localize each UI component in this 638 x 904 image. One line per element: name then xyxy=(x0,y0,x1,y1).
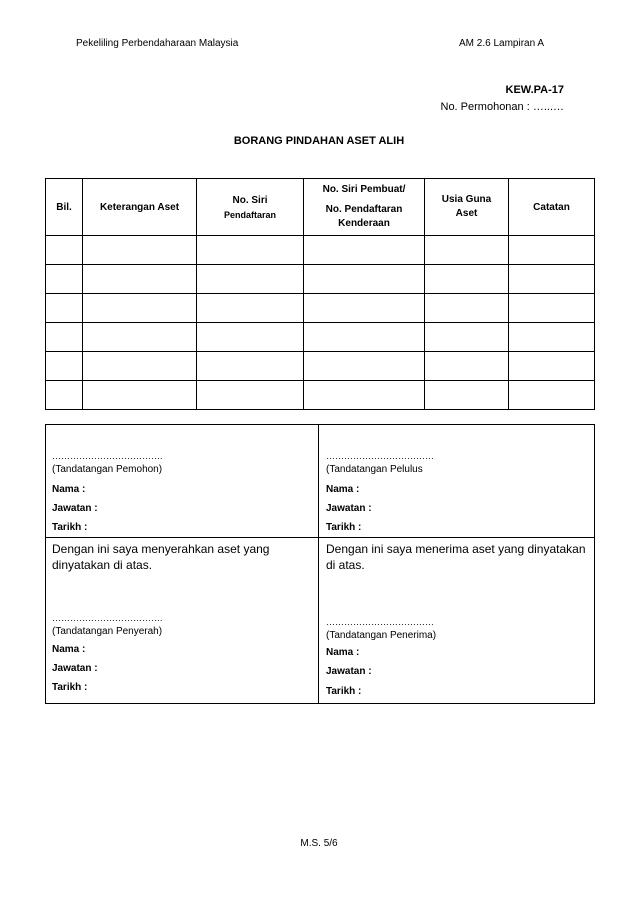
col-bil: Bil. xyxy=(46,179,83,236)
penyerah-signature-line[interactable]: ………………………………. xyxy=(52,613,163,623)
table-row xyxy=(46,236,595,265)
cell-keterangan[interactable] xyxy=(83,236,197,265)
cell-usia[interactable] xyxy=(425,323,509,352)
cell-usia[interactable] xyxy=(425,381,509,410)
penerima-role: (Tandatangan Penerima) xyxy=(326,630,437,641)
cell-bil[interactable] xyxy=(46,352,83,381)
cell-usia[interactable] xyxy=(425,265,509,294)
col-usia xyxy=(425,179,509,236)
pelulus-signature-line[interactable]: ……………………………… xyxy=(326,451,434,461)
penyerah-jawatan: Jawatan : xyxy=(52,663,98,674)
pelulus-jawatan: Jawatan : xyxy=(326,503,372,514)
penerima-block xyxy=(326,617,436,641)
cell-pembuat[interactable] xyxy=(304,381,425,410)
cell-catatan[interactable] xyxy=(509,323,595,352)
cell-no-siri[interactable] xyxy=(197,236,304,265)
col-usia-line2: Aset xyxy=(455,208,478,219)
col-no-siri-line2: Pendaftaran xyxy=(223,210,276,220)
cell-no-siri[interactable] xyxy=(197,294,304,323)
signature-box xyxy=(45,424,595,704)
cell-keterangan[interactable] xyxy=(83,294,197,323)
penyerah-tarikh: Tarikh : xyxy=(52,682,88,693)
table-header-row xyxy=(46,179,595,236)
table-row xyxy=(46,352,595,381)
penyerah-statement-line1: Dengan ini saya menyerahkan aset yang xyxy=(52,542,270,556)
penyerah-role: (Tandatangan Penyerah) xyxy=(52,626,163,637)
cell-keterangan[interactable] xyxy=(83,352,197,381)
cell-keterangan[interactable] xyxy=(83,323,197,352)
table-row xyxy=(46,294,595,323)
pemohon-tarikh: Tarikh : xyxy=(52,522,88,533)
cell-bil[interactable] xyxy=(46,381,83,410)
penyerah-block xyxy=(52,613,163,637)
penerima-nama: Nama : xyxy=(326,647,360,658)
cell-catatan[interactable] xyxy=(509,294,595,323)
penerima-statement xyxy=(326,541,588,573)
penyerah-statement xyxy=(52,541,269,573)
col-no-siri xyxy=(197,179,304,236)
pelulus-tarikh: Tarikh : xyxy=(326,522,362,533)
table-row xyxy=(46,323,595,352)
cell-keterangan[interactable] xyxy=(83,381,197,410)
signature-divider-vertical xyxy=(318,425,319,703)
cell-pembuat[interactable] xyxy=(304,323,425,352)
cell-catatan[interactable] xyxy=(509,236,595,265)
cell-pembuat[interactable] xyxy=(304,352,425,381)
cell-catatan[interactable] xyxy=(509,381,595,410)
col-catatan: Catatan xyxy=(509,179,595,236)
page-number: M.S. 5/6 xyxy=(300,838,338,849)
header-right: AM 2.6 Lampiran A xyxy=(459,38,545,49)
cell-pembuat[interactable] xyxy=(304,294,425,323)
col-pembuat-line3: Kenderaan xyxy=(338,218,390,229)
table-row xyxy=(46,265,595,294)
pemohon-signature-line[interactable]: ………………………………. xyxy=(52,451,163,461)
col-no-siri-line1: No. Siri xyxy=(232,195,268,206)
cell-catatan[interactable] xyxy=(509,352,595,381)
penerima-tarikh: Tarikh : xyxy=(326,686,362,697)
penerima-signature-line[interactable]: ……………………………… xyxy=(326,617,434,627)
col-pembuat-line2: No. Pendaftaran xyxy=(325,204,403,215)
penyerah-nama: Nama : xyxy=(52,644,86,655)
pemohon-nama: Nama : xyxy=(52,484,86,495)
form-title: BORANG PINDAHAN ASET ALIH xyxy=(233,135,405,147)
header-left: Pekeliling Perbendaharaan Malaysia xyxy=(76,38,239,49)
cell-usia[interactable] xyxy=(425,352,509,381)
penerima-statement-line2: di atas. xyxy=(326,558,365,572)
col-usia-line1: Usia Guna xyxy=(441,194,492,205)
cell-no-siri[interactable] xyxy=(197,352,304,381)
cell-pembuat[interactable] xyxy=(304,265,425,294)
cell-bil[interactable] xyxy=(46,294,83,323)
cell-bil[interactable] xyxy=(46,265,83,294)
penerima-jawatan: Jawatan : xyxy=(326,666,372,677)
table-row xyxy=(46,381,595,410)
pemohon-block xyxy=(52,451,163,475)
pelulus-nama: Nama : xyxy=(326,484,360,495)
cell-catatan[interactable] xyxy=(509,265,595,294)
col-pembuat xyxy=(304,179,425,236)
cell-no-siri[interactable] xyxy=(197,323,304,352)
application-number: No. Permohonan : …...… xyxy=(440,101,564,113)
signature-divider-horizontal xyxy=(46,537,594,538)
cell-bil[interactable] xyxy=(46,236,83,265)
cell-usia[interactable] xyxy=(425,236,509,265)
pelulus-block xyxy=(326,451,434,475)
col-keterangan: Keterangan Aset xyxy=(83,179,197,236)
cell-no-siri[interactable] xyxy=(197,381,304,410)
pelulus-role: (Tandatangan Pelulus xyxy=(326,464,423,475)
cell-usia[interactable] xyxy=(425,294,509,323)
asset-table xyxy=(45,178,595,410)
cell-pembuat[interactable] xyxy=(304,236,425,265)
pemohon-role: (Tandatangan Pemohon) xyxy=(52,464,163,475)
cell-bil[interactable] xyxy=(46,323,83,352)
penerima-statement-line1: Dengan ini saya menerima aset yang dinyatakan xyxy=(326,542,586,556)
penyerah-statement-line2: dinyatakan di atas. xyxy=(52,558,153,572)
cell-no-siri[interactable] xyxy=(197,265,304,294)
pemohon-jawatan: Jawatan : xyxy=(52,503,98,514)
form-code: KEW.PA-17 xyxy=(505,84,564,96)
col-pembuat-line1: No. Siri Pembuat/ xyxy=(322,184,406,195)
cell-keterangan[interactable] xyxy=(83,265,197,294)
